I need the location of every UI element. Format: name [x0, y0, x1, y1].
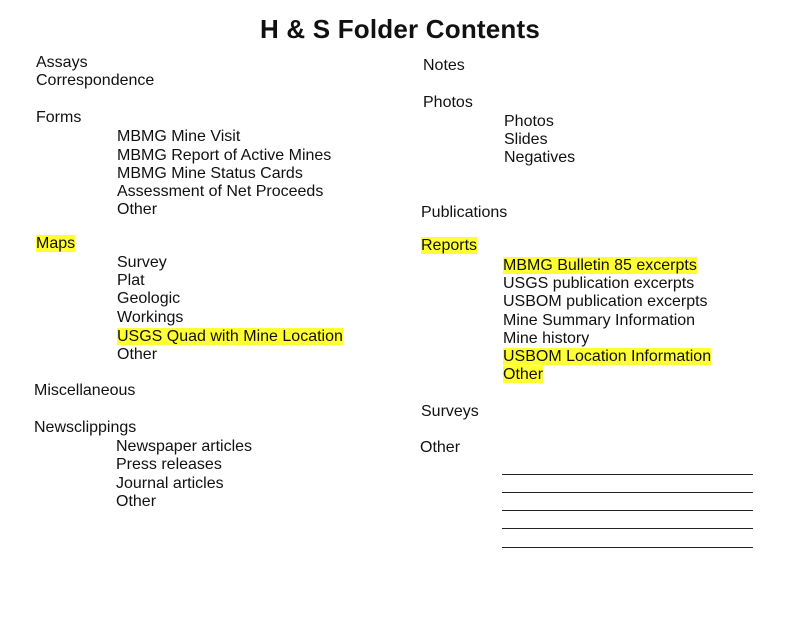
newsclippings-heading: Newsclippings	[34, 419, 137, 436]
highlight: Maps	[36, 235, 76, 252]
reports-item: USGS publication excerpts	[503, 275, 695, 292]
newsclippings-item: Press releases	[116, 456, 222, 473]
maps-item: Other	[117, 346, 158, 363]
reports-item: Mine Summary Information	[503, 312, 696, 329]
forms-item: MBMG Report of Active Mines	[117, 147, 332, 164]
maps-item: Workings	[117, 309, 184, 326]
newsclippings-item: Other	[116, 493, 157, 510]
newsclippings-item: Journal articles	[116, 475, 224, 492]
reports-item	[503, 257, 697, 275]
surveys-heading: Surveys	[421, 403, 479, 420]
other-heading: Other	[420, 439, 461, 456]
highlight: MBMG Bulletin 85 excerpts	[503, 257, 697, 274]
maps-heading	[36, 235, 75, 253]
blank-write-in-line	[502, 547, 753, 548]
forms-item: Other	[117, 201, 158, 218]
highlight: Other	[503, 366, 544, 383]
blank-write-in-line	[502, 474, 753, 475]
forms-item: Assessment of Net Proceeds	[117, 183, 324, 200]
page-title: H & S Folder Contents	[259, 14, 541, 44]
photos-heading: Photos	[423, 94, 473, 111]
forms-item: MBMG Mine Visit	[117, 128, 241, 145]
publications-heading: Publications	[421, 204, 508, 221]
photos-item: Negatives	[504, 149, 576, 166]
reports-item: USBOM publication excerpts	[503, 293, 708, 310]
reports-heading	[421, 237, 477, 255]
blank-write-in-line	[502, 510, 753, 511]
blank-write-in-line	[502, 528, 753, 529]
forms-heading: Forms	[36, 109, 82, 126]
maps-item: Survey	[117, 254, 167, 271]
highlight: Reports	[421, 237, 478, 254]
reports-item: Mine history	[503, 330, 590, 347]
maps-item	[117, 328, 343, 346]
miscellaneous-heading: Miscellaneous	[34, 382, 136, 399]
correspondence-heading: Correspondence	[36, 72, 155, 89]
reports-item	[503, 348, 711, 366]
newsclippings-item: Newspaper articles	[116, 438, 253, 455]
notes-heading: Notes	[423, 57, 465, 74]
photos-item: Photos	[504, 113, 554, 130]
maps-item: Plat	[117, 272, 145, 289]
assays-heading: Assays	[36, 54, 88, 71]
highlight: USGS Quad with Mine Location	[117, 328, 343, 345]
reports-item	[503, 366, 543, 384]
forms-item: MBMG Mine Status Cards	[117, 165, 303, 182]
highlight: USBOM Location Information	[503, 348, 712, 365]
maps-item: Geologic	[117, 290, 181, 307]
blank-write-in-line	[502, 492, 753, 493]
photos-item: Slides	[504, 131, 548, 148]
